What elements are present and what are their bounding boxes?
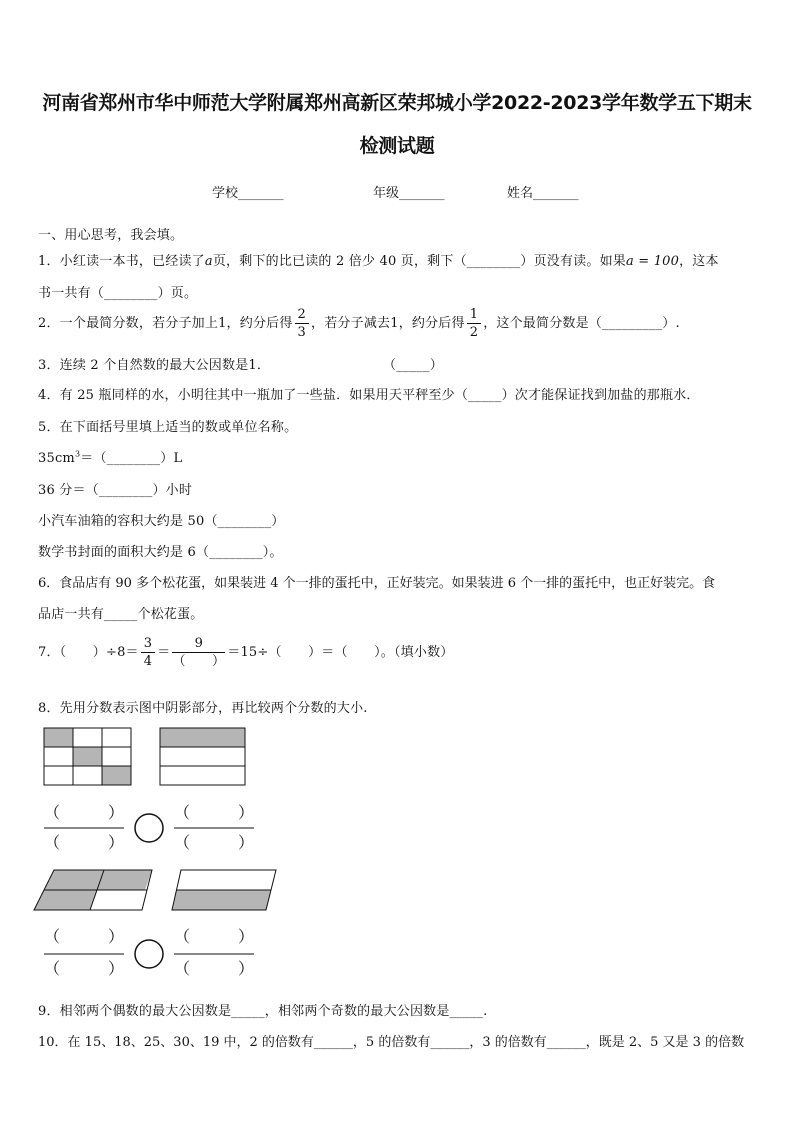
q7-equals: ＝ xyxy=(157,645,171,660)
grade-field[interactable]: 年级_______ xyxy=(373,186,445,201)
fraction-denominator: （ ） xyxy=(172,654,226,669)
q8-figures xyxy=(0,720,300,990)
q2-text-b: ，若分子减去1，约分后得 xyxy=(311,316,465,331)
numerator-blank[interactable]: （ ） xyxy=(44,803,125,822)
q5-item1-value: 35cm xyxy=(38,451,75,466)
q1-text-b: 页，剩下的比已读的 2 倍少 40 页，剩下（________）页没有读。如果 xyxy=(212,254,626,269)
compare-circle[interactable] xyxy=(135,814,163,842)
name-field[interactable]: 姓名_______ xyxy=(507,186,579,201)
fraction-numerator: 2 xyxy=(295,308,309,324)
q5-item1-blank: ＝（________）L xyxy=(80,451,183,466)
question-5-item-2: 36 分＝（________）小时 xyxy=(38,483,193,498)
question-1-line2: 书一共有（________）页。 xyxy=(38,286,198,301)
numerator-blank[interactable]: （ ） xyxy=(44,927,125,946)
shaded-quarter xyxy=(34,890,97,910)
denominator-blank[interactable]: （ ） xyxy=(174,833,255,852)
grid-3x3-figure xyxy=(44,728,131,785)
fraction-denominator: 2 xyxy=(469,325,479,340)
q1-equation: a = 100 xyxy=(625,254,680,269)
fraction-denominator: 4 xyxy=(143,654,153,669)
question-6-line2: 品店一共有_____个松花蛋。 xyxy=(38,607,204,622)
question-3-answer-blank[interactable]: （_____） xyxy=(383,358,443,373)
shaded-half xyxy=(172,890,271,910)
q1-text-c: ，这本 xyxy=(679,254,719,269)
question-5-intro: 5．在下面括号里填上适当的数或单位名称。 xyxy=(38,420,298,435)
q7-text-a: 7．（ ）÷8＝ xyxy=(38,645,139,660)
three-row-figure xyxy=(160,728,245,785)
question-6-line1: 6．食品店有 90 多个松花蛋，如果装进 4 个一排的蛋托中，正好装完。如果装进 6 个一排的蛋托中，也正好装完。食 xyxy=(38,576,716,591)
question-2 xyxy=(38,308,680,339)
question-10: 10．在 15、18、25、30、19 中，2 的倍数有______，5 的倍数有______，3 的倍数有______，既是 2、5 又是 3 的倍数 xyxy=(38,1035,745,1050)
shaded-cell xyxy=(102,766,131,785)
fraction-denominator: 3 xyxy=(297,325,307,340)
shaded-quarter xyxy=(97,870,152,890)
shaded-cell xyxy=(44,728,73,747)
denominator-blank[interactable]: （ ） xyxy=(44,959,125,978)
fraction-numerator: 9 xyxy=(172,637,225,653)
fraction-answer-1b[interactable] xyxy=(174,803,254,852)
question-5-item-3: 小汽车油箱的容积大约是 50（________） xyxy=(38,514,285,529)
denominator-blank[interactable]: （ ） xyxy=(44,833,125,852)
fraction-numerator: 1 xyxy=(467,308,481,324)
section-heading: 一、用心思考，我会填。 xyxy=(38,228,184,243)
q2-text-c: ，这个最简分数是（_________）. xyxy=(483,316,680,331)
fraction-numerator: 3 xyxy=(141,637,155,653)
parallelogram-halves-figure xyxy=(172,870,276,910)
question-9: 9．相邻两个偶数的最大公因数是_____，相邻两个奇数的最大公因数是_____. xyxy=(38,1004,488,1019)
q7-text-b: ＝15÷（ ）＝（ ）。（填小数） xyxy=(227,645,454,660)
school-field[interactable]: 学校_______ xyxy=(212,186,284,201)
q5-item1-exponent: 3 xyxy=(74,449,81,459)
fraction-answer-2b[interactable] xyxy=(174,927,254,978)
question-4: 4．有 25 瓶同样的水，小明往其中一瓶加了一些盐．如果用天平秤至少（_____）次才能保证找到加盐的那瓶水． xyxy=(38,388,700,403)
shaded-row xyxy=(160,728,245,747)
q2-fraction-1 xyxy=(295,308,309,339)
q1-text-a: 1．小红读一本书，已经读了 xyxy=(38,254,205,269)
parallelogram-quarters-figure xyxy=(34,870,152,910)
q7-fraction-2 xyxy=(172,637,225,668)
fraction-answer-2a[interactable] xyxy=(44,927,124,978)
question-8: 8．先用分数表示图中阴影部分，再比较两个分数的大小. xyxy=(38,701,368,716)
shaded-cell xyxy=(73,747,102,766)
question-5-item-4: 数学书封面的面积大约是 6（________）。 xyxy=(38,545,283,560)
exam-title-line2: 检测试题 xyxy=(359,135,435,157)
numerator-blank[interactable]: （ ） xyxy=(174,803,255,822)
question-7 xyxy=(38,637,454,668)
numerator-blank[interactable]: （ ） xyxy=(174,927,255,946)
question-1-line1 xyxy=(38,250,719,269)
exam-title-line1: 河南省郑州市华中师范大学附属郑州高新区荣邦城小学2022-2023学年数学五下期末 xyxy=(42,92,752,114)
question-5-item-1 xyxy=(38,447,182,466)
q1-variable-a: a xyxy=(204,254,213,269)
q7-fraction-1 xyxy=(141,637,155,668)
compare-circle[interactable] xyxy=(135,940,163,968)
fraction-answer-1a[interactable] xyxy=(44,803,124,852)
q2-fraction-2 xyxy=(467,308,481,339)
question-3: 3．连续 2 个自然数的最大公因数是1． xyxy=(38,358,271,373)
q2-text-a: 2．一个最简分数，若分子加上1，约分后得 xyxy=(38,316,293,331)
denominator-blank[interactable]: （ ） xyxy=(174,959,255,978)
